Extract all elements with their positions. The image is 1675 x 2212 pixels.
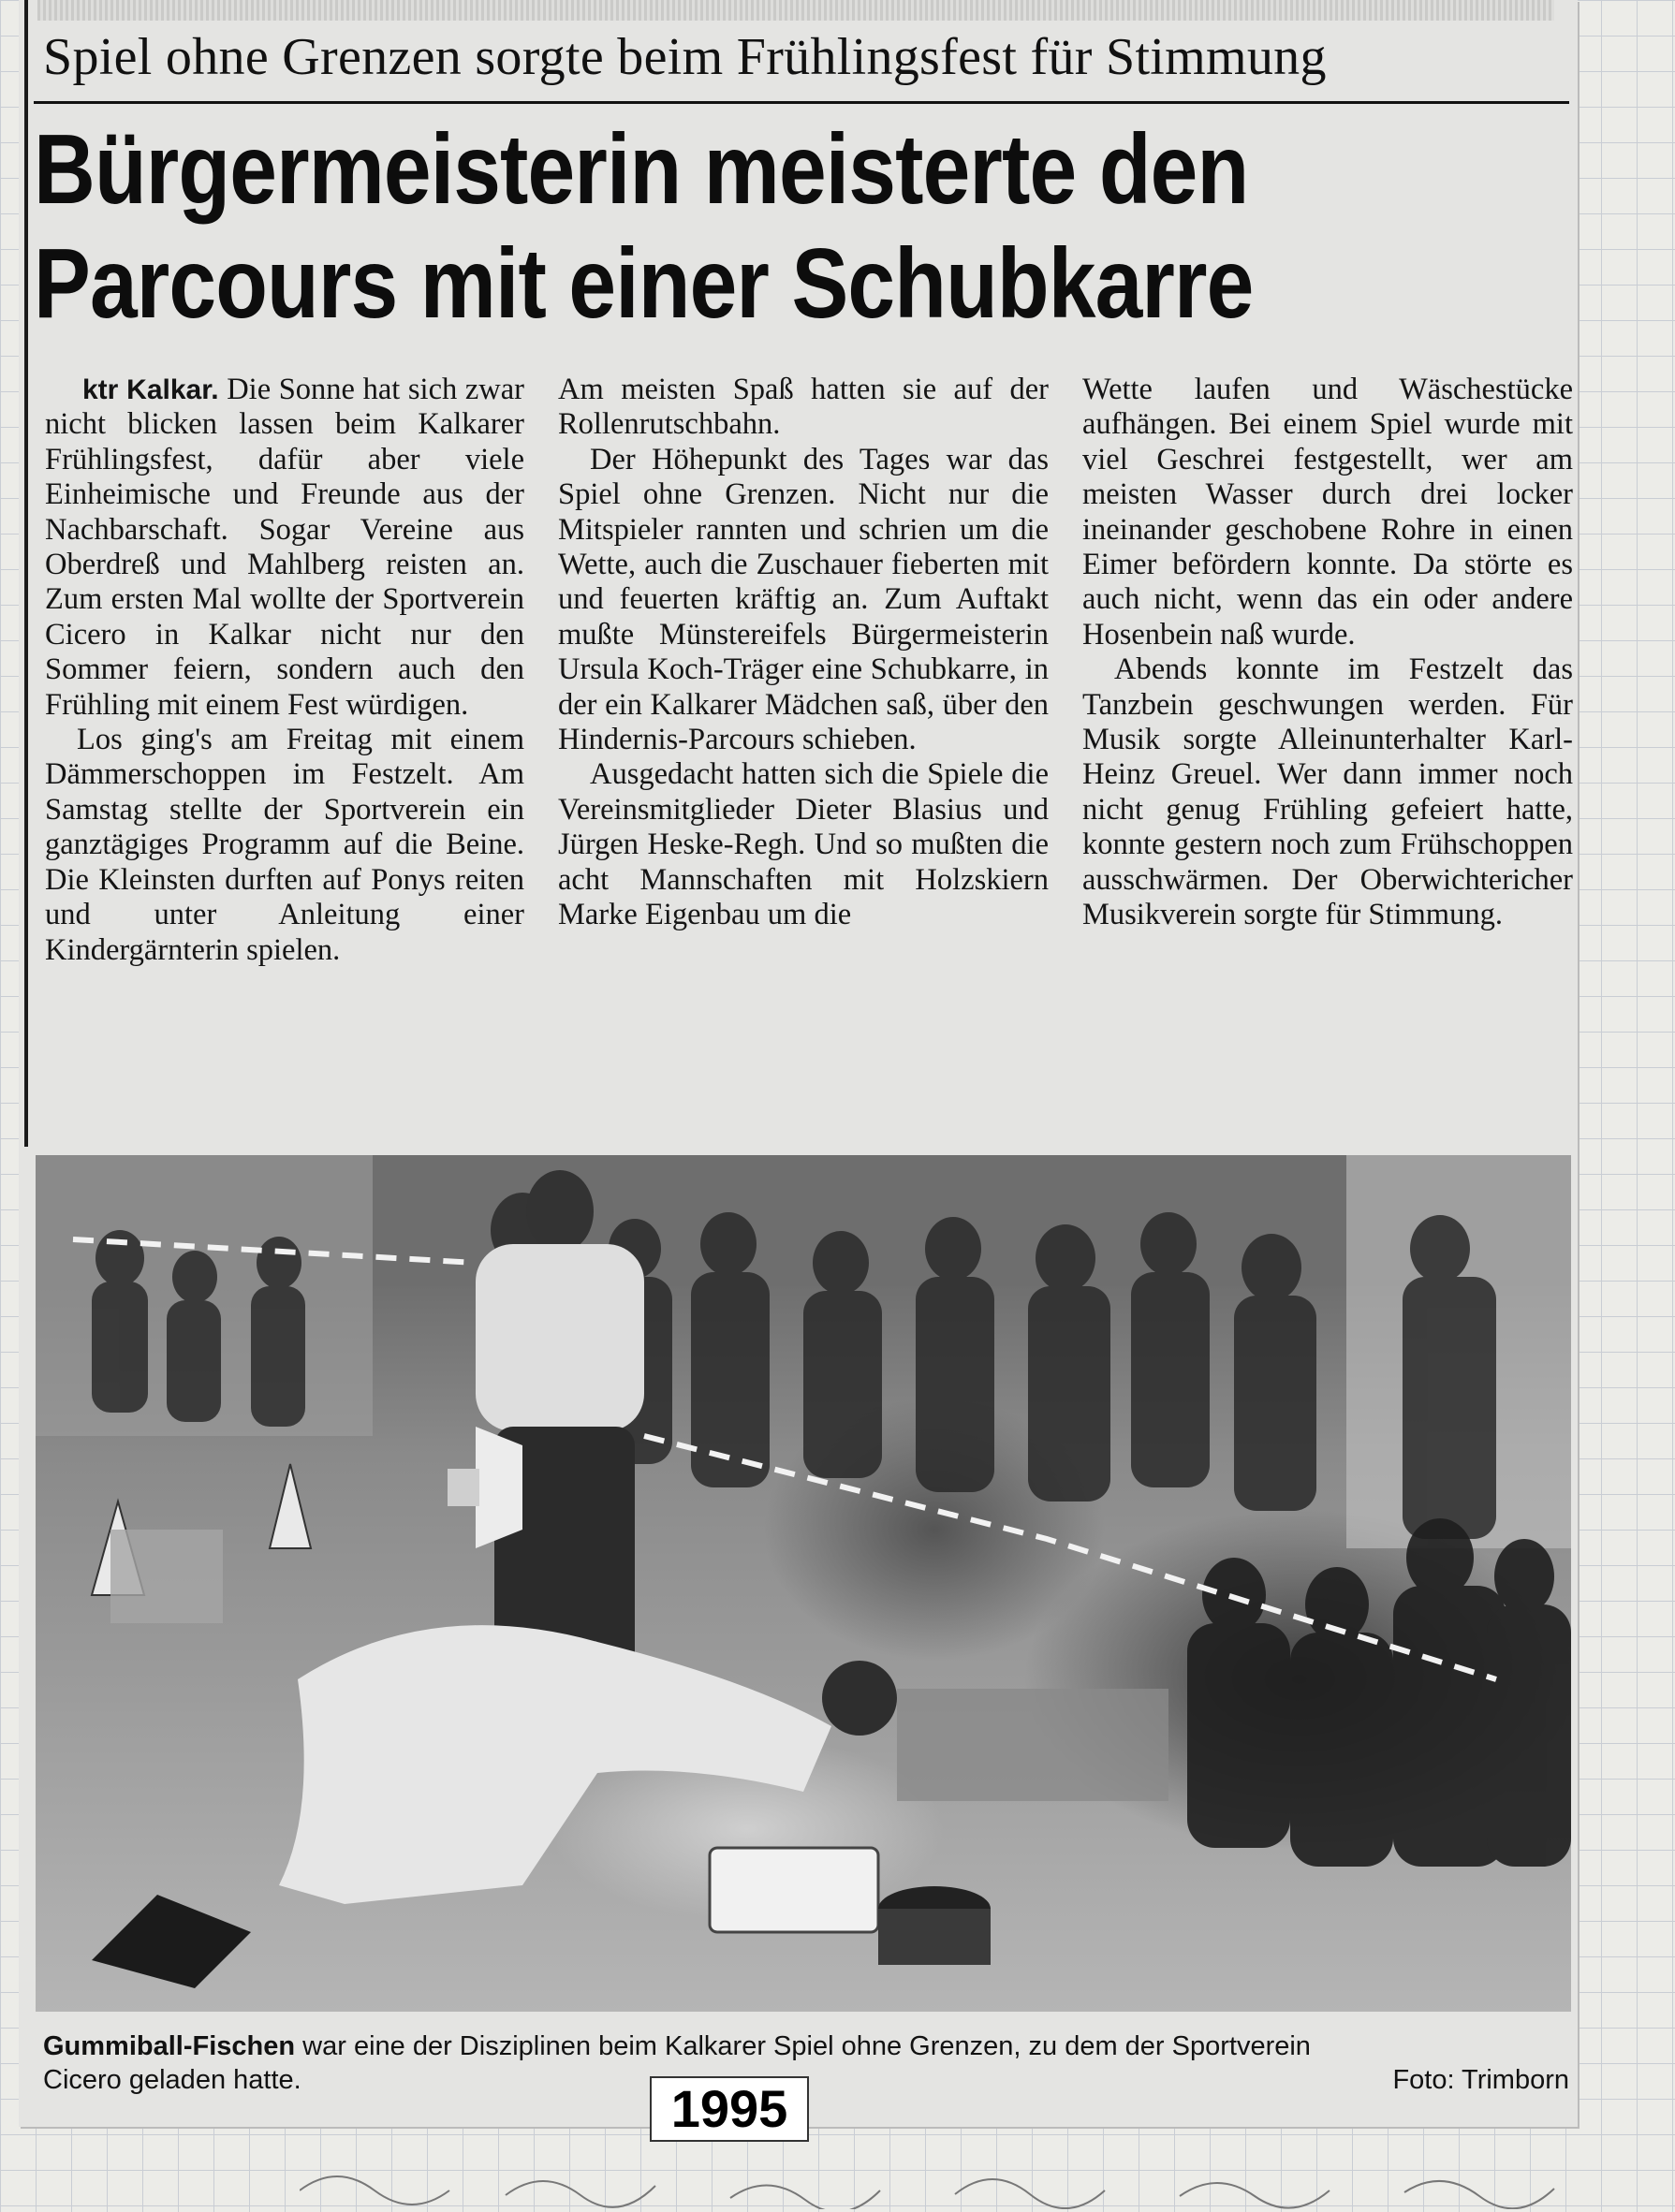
paragraph-text: Die Sonne hat sich zwar nicht blicken lassen beim Kalkarer Frühlingsfest, dafür aber viele Einheimische und Freunde aus der Nachbarschaft. Sogar Vereine aus Oberdreß und Mahlberg reisten an. Zum ersten Mal wollte der Sportverein Cicero in Kalkar nicht nur den Sommer feiern, sondern auch den Frühling mit einem Fest würdigen.: [45, 373, 524, 722]
paragraph: Wette laufen und Wäschestücke aufhängen. Bei einem Spiel wurde mit viel Geschrei festgestellt, wer am meisten Wasser durch drei locker ineinander geschobene Rohre in einen Eimer befördern konnte. Da störte es auch nicht, wenn das ein oder andere Hosenbein naß wurde.: [1082, 373, 1573, 652]
photo-credit: Foto: Trimborn: [1392, 2065, 1569, 2095]
paragraph: Am meisten Spaß hatten sie auf der Rollenrutschbahn.: [558, 373, 1049, 442]
paragraph: Der Höhepunkt des Tages war das Spiel ohne Grenzen. Nicht nur die Mitspieler rannten und schrien um die Wette, auch die Zuschauer fieberten mit und feuerten kräftig an. Zum Auftakt mußte Münstereifels Bürgermeisterin Ursula Koch-Träger eine Schubkarre, in der ein Kalkarer Mädchen saß, über den Hindernis-Parcours schieben.: [558, 442, 1049, 757]
headline-line-2: Parcours mit einer Schubkarre: [34, 228, 1254, 339]
paragraph: Abends konnte im Festzelt das Tanzbein geschwungen werden. Für Musik sorgte Alleinunterhalter Karl-Heinz Greuel. Wer dann immer noch nicht genug Frühling gefeiert hatte, konnte gestern noch zum Frühschoppen ausschwärmen. Der Oberwichtericher Musikverein sorgte für Stimmung.: [1082, 652, 1573, 932]
caption-continuation: Cicero geladen hatte.: [43, 2065, 301, 2095]
column-border: [24, 0, 28, 1147]
year-label: 1995: [650, 2076, 809, 2142]
handwriting-scribble-icon: [300, 2153, 1610, 2209]
news-photo: [36, 1155, 1571, 2012]
byline: ktr Kalkar.: [82, 374, 219, 405]
caption-lead: Gummiball-Fischen: [43, 2031, 296, 2061]
kicker-divider: [34, 101, 1569, 104]
caption-line-1: [43, 2029, 1569, 2063]
paragraph: [45, 373, 524, 723]
paragraph: Los ging's am Freitag mit einem Dämmerschoppen im Festzelt. Am Samstag stellte der Sportverein ein ganztägiges Programm auf die Beine. Die Kleinsten durften auf Ponys reiten und unter Anleitung einer Kindergärnterin spielen.: [45, 723, 524, 967]
bleed-through-text: [37, 0, 1554, 21]
photo-scene-icon: [36, 1155, 1571, 2012]
article-column-3: [1082, 373, 1573, 933]
headline-line-1: Bürgermeisterin meisterte den: [34, 114, 1249, 225]
paragraph: Ausgedacht hatten sich die Spiele die Vereinsmitglieder Dieter Blasius und Jürgen Heske-Regh. Und so mußten die acht Mannschaften mit Holzskiern Marke Eigenbau um die: [558, 757, 1049, 932]
article-column-2: [558, 373, 1049, 933]
article-column-1: [45, 373, 524, 968]
article-headline: [34, 112, 1354, 341]
article-kicker: Spiel ohne Grenzen sorgte beim Frühlingsfest für Stimmung: [43, 28, 1327, 86]
caption-text: war eine der Disziplinen beim Kalkarer Spiel ohne Grenzen, zu dem der Sportverein: [295, 2031, 1311, 2061]
